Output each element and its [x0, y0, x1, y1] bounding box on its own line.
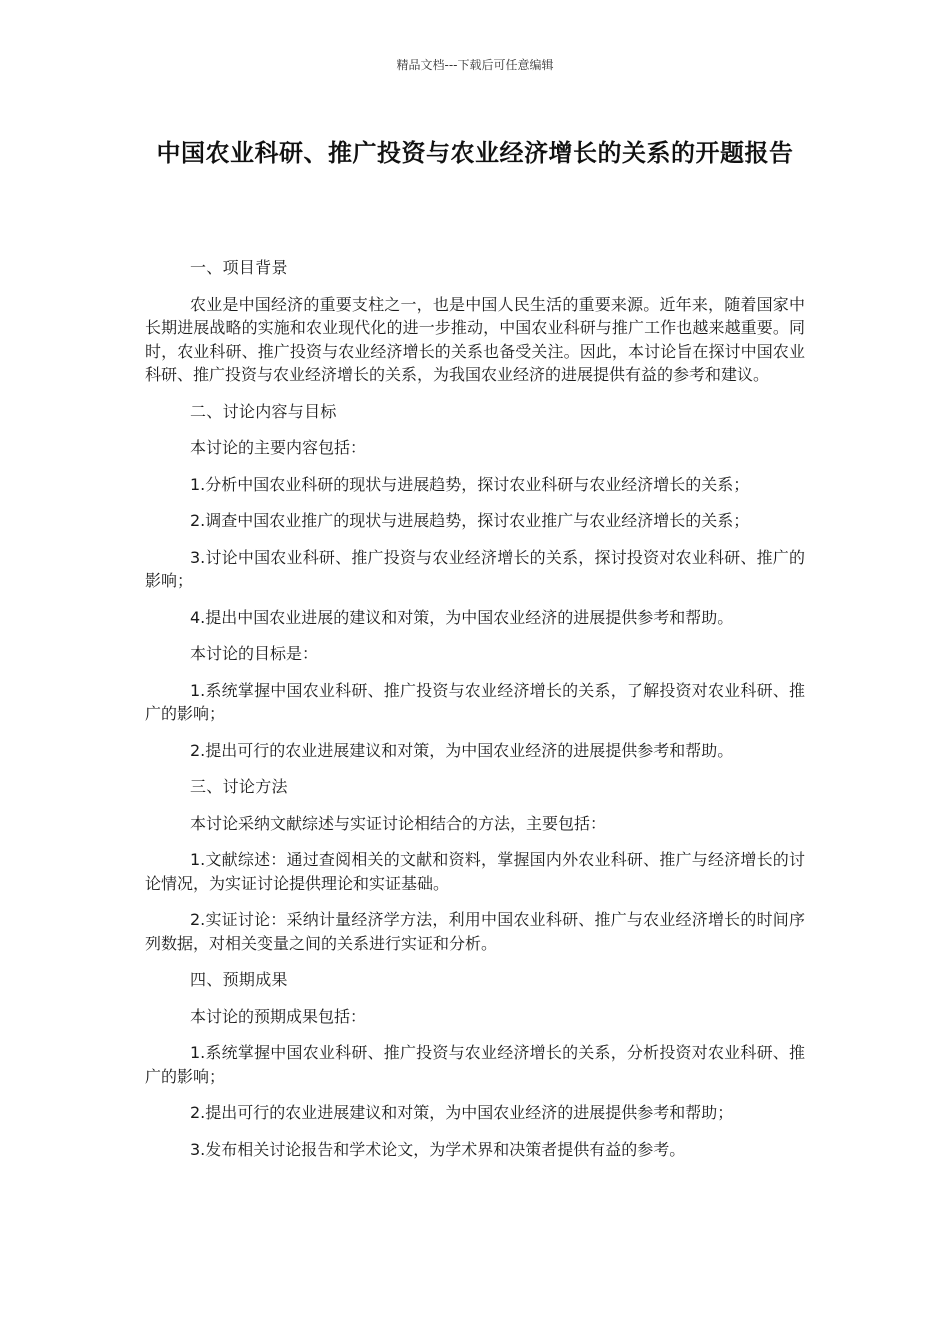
list-item-content-2: 2.调查中国农业推广的现状与进展趋势，探讨农业推广与农业经济增长的关系； — [190, 511, 750, 530]
list-item-method-2: 2.实证讨论：采纳计量经济学方法，利用中国农业科研、推广与农业经济增长的时间序列数据，对相关变量之间的关系进行实证和分析。 — [145, 910, 805, 953]
list-item-content-1: 1.分析中国农业科研的现状与进展趋势，探讨农业科研与农业经济增长的关系； — [190, 474, 750, 494]
section-heading-content-goals: 二、讨论内容与目标 — [190, 401, 337, 421]
section-heading-methods: 三、讨论方法 — [190, 777, 288, 796]
list-item-content-4: 4.提出中国农业进展的建议和对策，为中国农业经济的进展提供参考和帮助。 — [190, 607, 734, 627]
document-body — [145, 256, 805, 1174]
paragraph-goals-intro: 本讨论的目标是： — [190, 644, 319, 663]
page-header: 精品文档---下载后可任意编辑 — [396, 58, 554, 72]
paragraph-content-intro: 本讨论的主要内容包括： — [190, 438, 367, 457]
list-item-outcome-3: 3.发布相关讨论报告和学术论文，为学术界和决策者提供有益的参考。 — [190, 1139, 686, 1159]
paragraph-outcomes-intro: 本讨论的预期成果包括： — [190, 1006, 367, 1026]
list-item-content-3: 3.讨论中国农业科研、推广投资与农业经济增长的关系，探讨投资对农业科研、推广的影响； — [145, 547, 805, 590]
document-title: 中国农业科研、推广投资与农业经济增长的关系的开题报告 — [156, 139, 794, 167]
list-item-outcome-1: 1.系统掌握中国农业科研、推广投资与农业经济增长的关系，分析投资对农业科研、推广的影响； — [145, 1043, 805, 1086]
section-heading-outcomes: 四、预期成果 — [190, 970, 288, 989]
section-heading-background: 一、项目背景 — [190, 258, 288, 277]
list-item-method-1: 1.文献综述：通过查阅相关的文献和资料，掌握国内外农业科研、推广与经济增长的讨论情况，为实证讨论提供理论和实证基础。 — [145, 850, 805, 893]
list-item-goal-2: 2.提出可行的农业进展建议和对策，为中国农业经济的进展提供参考和帮助。 — [190, 740, 734, 760]
list-item-outcome-2: 2.提出可行的农业进展建议和对策，为中国农业经济的进展提供参考和帮助； — [190, 1103, 734, 1122]
list-item-goal-1: 1.系统掌握中国农业科研、推广投资与农业经济增长的关系，了解投资对农业科研、推广的影响； — [145, 680, 805, 723]
paragraph-background: 农业是中国经济的重要支柱之一，也是中国人民生活的重要来源。近年来，随着国家中长期进展战略的实施和农业现代化的进一步推动，中国农业科研与推广工作也越来越重要。同时，农业科研、推广投资与农业经济增长的关系也备受关注。因此，本讨论旨在探讨中国农业科研、推广投资与农业经济增长的关系，为我国农业经济的进展提供有益的参考和建议。 — [145, 294, 805, 384]
paragraph-methods-intro: 本讨论采纳文献综述与实证讨论相结合的方法，主要包括： — [190, 813, 607, 833]
